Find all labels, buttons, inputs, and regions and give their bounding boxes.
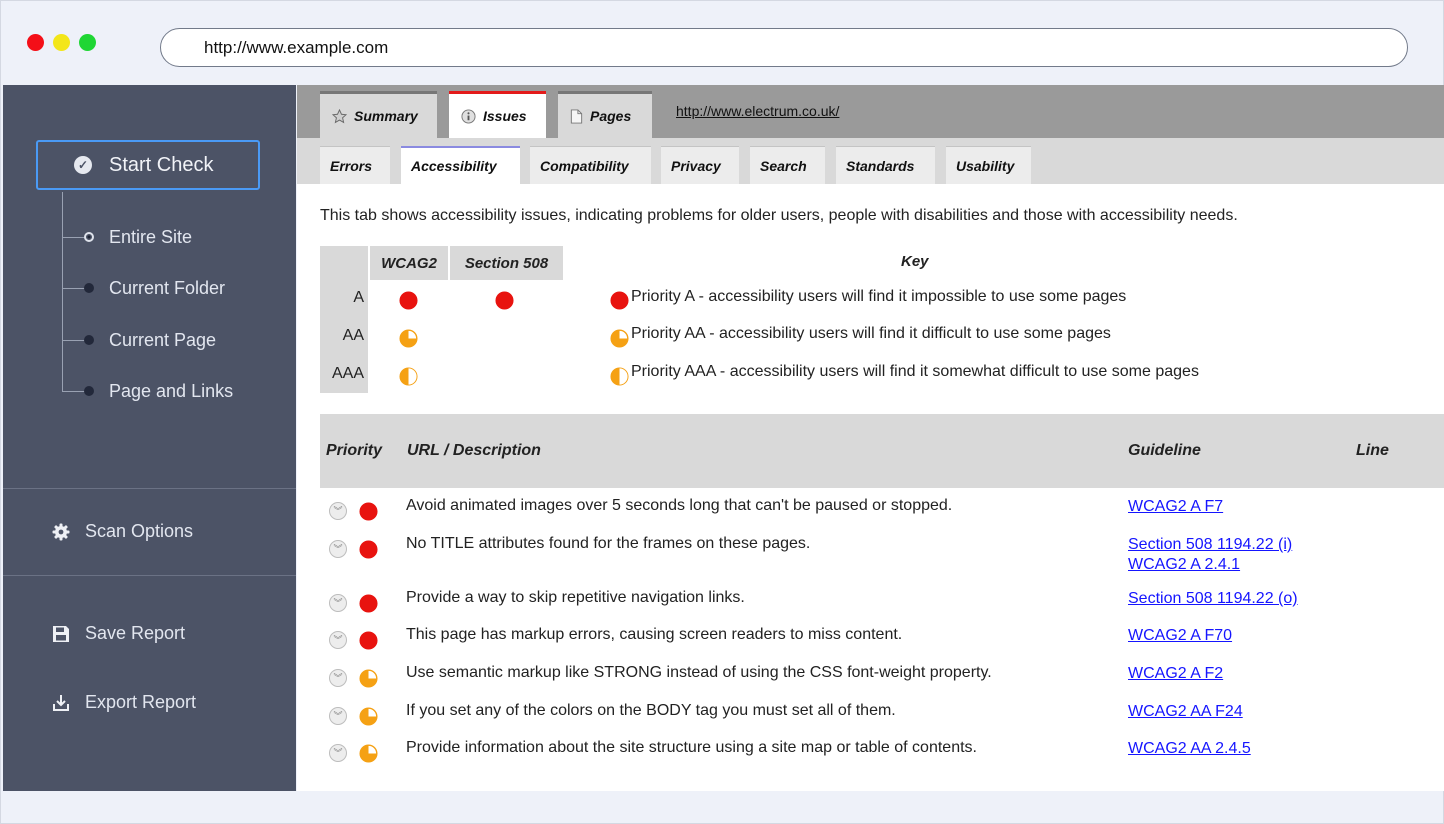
tab-label: Issues [483,108,527,124]
guideline-link[interactable]: WCAG2 A F70 [1128,627,1233,644]
close-window-dot[interactable] [27,34,44,51]
issue-description: If you set any of the colors on the BODY tag you must set all of them. [406,702,896,719]
issues-table-header [320,414,1444,488]
tree-item-entire-site[interactable] [62,225,192,249]
priority-aa-icon [399,329,418,348]
gear-icon [51,522,71,542]
tab-label: Errors [330,157,373,174]
col-line: Line [1356,442,1389,459]
star-icon [332,109,347,124]
save-report-label: Save Report [85,623,186,643]
tab-label: Privacy [671,157,721,174]
site-url-link[interactable]: http://www.electrum.co.uk/ [676,103,840,119]
table-row [320,702,1444,732]
browser-chrome [1,1,1444,85]
priority-aa-icon [359,669,378,688]
priority-a-icon [359,631,378,650]
legend-key-title: Key [901,253,929,270]
priority-aa-icon [610,329,629,348]
tab-label: Standards [846,157,915,174]
minimize-window-dot[interactable] [53,34,70,51]
divider [3,575,296,576]
col-priority: Priority [326,442,383,459]
table-row [320,626,1444,656]
scan-options-label: Scan Options [85,521,194,541]
guideline-link[interactable]: WCAG2 AA 2.4.5 [1128,740,1251,757]
scan-options-button[interactable] [51,521,193,542]
legend-level-aa: AA [342,327,364,344]
guideline-link[interactable]: WCAG2 A F2 [1128,665,1224,682]
issue-description: No TITLE attributes found for the frames on these pages. [406,535,811,552]
address-bar[interactable]: http://www.example.com [160,28,1408,67]
expand-chevron-icon[interactable]: ︾ [329,631,347,649]
table-row [320,664,1444,694]
guideline-link[interactable]: WCAG2 A F7 [1128,498,1224,515]
priority-aaa-icon [399,367,418,386]
priority-a-icon [359,540,378,559]
tab-compatibility[interactable] [530,146,651,184]
legend-key-aa: Priority AA - accessibility users will find it difficult to use some pages [631,325,1111,342]
sidebar [3,85,296,791]
priority-aa-icon [359,707,378,726]
issue-description: Use semantic markup like STRONG instead of using the CSS font-weight property. [406,664,992,681]
legend-level-a: A [353,289,364,306]
main-tab-bar [297,85,1444,138]
tree-item-label: Page and Links [109,380,234,401]
start-check-label: Start Check [109,153,214,176]
tab-label: Summary [354,108,418,124]
priority-a-icon [610,291,629,310]
expand-chevron-icon[interactable]: ︾ [329,502,347,520]
tab-label: Usability [956,157,1015,174]
tree-item-label: Entire Site [109,226,193,247]
issue-description: Provide information about the site structure using a site map or table of contents. [406,739,977,756]
save-icon [51,624,71,644]
tab-label: Pages [590,108,632,124]
legend-key-a: Priority A - accessibility users will find it impossible to use some pages [631,288,1127,305]
col-url-description: URL / Description [407,442,541,459]
tree-item-current-page[interactable] [62,328,216,352]
divider [3,488,296,489]
tab-accessibility[interactable] [401,146,520,184]
tab-errors[interactable] [320,146,390,184]
page-icon [570,109,583,124]
priority-a-icon [495,291,514,310]
expand-chevron-icon[interactable]: ︾ [329,540,347,558]
tree-item-label: Current Page [109,329,217,350]
start-check-button[interactable] [36,140,260,190]
legend-header-508: Section 508 [450,246,563,280]
tab-privacy[interactable] [661,146,739,184]
tab-search[interactable] [750,146,825,184]
priority-aaa-icon [610,367,629,386]
save-report-button[interactable] [51,623,185,644]
priority-a-icon [399,291,418,310]
legend-header-wcag: WCAG2 [370,246,448,280]
legend-level-aaa: AAA [331,365,364,382]
guideline-link[interactable]: Section 508 1194.22 (i) [1128,536,1293,553]
tab-label: Compatibility [540,157,629,174]
legend-key-aaa: Priority AAA - accessibility users will find it somewhat difficult to use some pages [631,363,1199,380]
bullet-icon [84,283,94,293]
tree-item-page-and-links[interactable] [62,379,233,403]
issue-description: This page has markup errors, causing screen readers to miss content. [406,626,903,643]
tab-standards[interactable] [836,146,935,184]
info-icon [461,109,476,124]
tab-usability[interactable] [946,146,1031,184]
main-panel [297,85,1444,791]
table-row [320,496,1444,526]
table-row [320,739,1444,769]
sub-tab-bar [297,138,1444,184]
tab-label: Search [760,157,807,174]
table-row [320,535,1444,573]
expand-chevron-icon[interactable]: ︾ [329,594,347,612]
export-report-button[interactable] [51,692,196,713]
priority-a-icon [359,594,378,613]
table-row [320,589,1444,619]
tree-item-label: Current Folder [109,277,226,298]
priority-a-icon [359,502,378,521]
bullet-icon [84,335,94,345]
maximize-window-dot[interactable] [79,34,96,51]
export-report-label: Export Report [85,692,197,712]
issue-description: Provide a way to skip repetitive navigation links. [406,589,745,606]
tab-issues[interactable] [449,91,546,138]
tab-summary[interactable] [320,91,437,138]
download-icon [51,693,71,713]
expand-chevron-icon[interactable]: ︾ [329,744,347,762]
guideline-link[interactable]: WCAG2 A 2.4.1 [1128,556,1241,573]
bullet-icon [84,386,94,396]
guideline-link[interactable]: WCAG2 AA F24 [1128,703,1243,720]
tree-item-current-folder[interactable] [62,276,225,300]
priority-aa-icon [359,744,378,763]
check-circle-icon: ✓ [74,156,92,174]
radio-selected-icon [84,232,94,242]
guideline-link[interactable]: Section 508 1194.22 (o) [1128,590,1298,607]
expand-chevron-icon[interactable]: ︾ [329,669,347,687]
expand-chevron-icon[interactable]: ︾ [329,707,347,725]
tab-pages[interactable] [558,91,652,138]
tab-label: Accessibility [411,158,497,174]
intro-text: This tab shows accessibility issues, indicating problems for older users, people with disabilities and those with accessibility needs. [320,207,1238,224]
col-guideline: Guideline [1128,442,1201,459]
issue-description: Avoid animated images over 5 seconds long that can't be paused or stopped. [406,497,953,514]
